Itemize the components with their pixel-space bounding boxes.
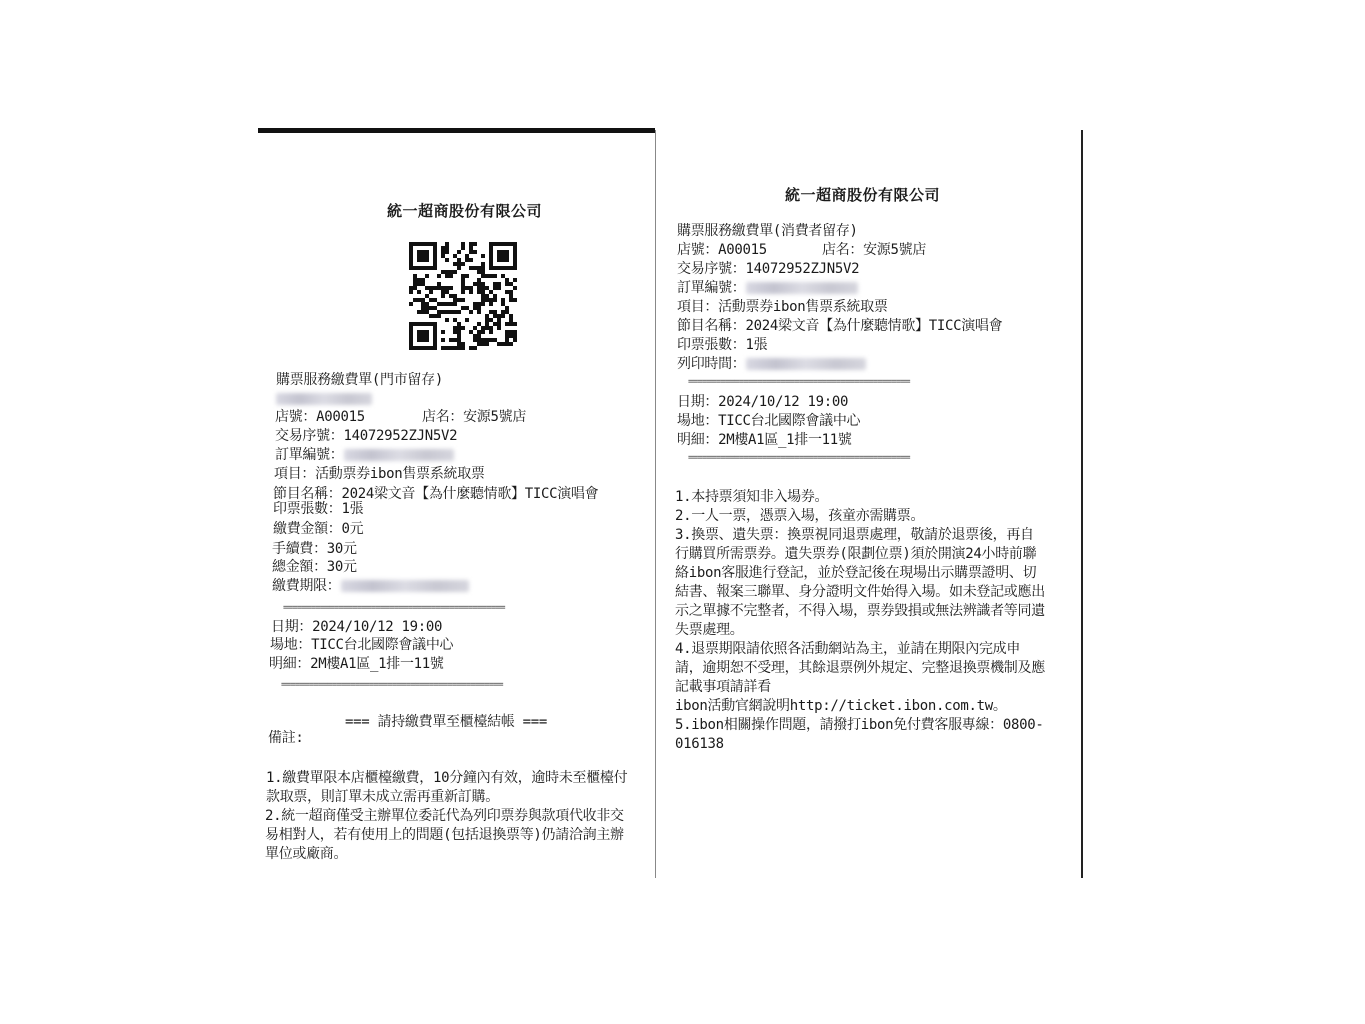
order-number: 訂單編號： <box>275 446 454 465</box>
qr-module <box>445 250 449 254</box>
total-amount: 總金額：30元 <box>272 559 357 575</box>
qr-module <box>453 338 457 342</box>
company-name: 統一超商股份有限公司 <box>387 202 543 220</box>
print-time: 列印時間： <box>677 355 866 374</box>
qr-module <box>433 306 437 310</box>
qr-module <box>457 330 461 334</box>
qr-module <box>485 322 489 326</box>
qr-module <box>497 326 501 330</box>
qr-module <box>469 330 473 334</box>
qr-module <box>489 274 493 278</box>
qr-module <box>513 330 517 334</box>
qr-module <box>489 310 493 314</box>
qr-module <box>457 266 461 270</box>
qr-module <box>433 298 437 302</box>
qr-module <box>437 274 441 278</box>
qr-module <box>481 298 485 302</box>
qr-module <box>501 274 505 278</box>
qr-module <box>473 346 477 350</box>
qr-module <box>453 326 457 330</box>
qr-module <box>481 294 485 298</box>
qr-module <box>453 270 457 274</box>
qr-module <box>481 282 485 286</box>
qr-module <box>481 302 485 306</box>
qr-module <box>493 322 497 326</box>
receipt-left-edge <box>655 130 656 878</box>
qr-module <box>481 338 485 342</box>
notice-4: 4.退票期限請依照各活動網站為主，並請在期限內完成申請，逾期恕不受理，其餘退票例外規定、完整退換票機制及應記載事項請詳看 ibon活動官網說明http://ticket.ibon.com.tw。 <box>675 641 1045 714</box>
qr-module <box>481 270 485 274</box>
event-venue: 場地：TICC台北國際會議中心 <box>677 413 861 429</box>
separator: ================================================ <box>688 453 910 463</box>
qr-module <box>481 290 485 294</box>
qr-module <box>457 338 461 342</box>
qr-module <box>441 254 445 258</box>
qr-module <box>473 250 477 254</box>
qr-module <box>493 338 497 342</box>
transaction-number: 交易序號：14072952ZJN5V2 <box>677 261 860 277</box>
qr-module <box>509 318 513 322</box>
qr-module <box>453 294 457 298</box>
qr-module <box>429 286 433 290</box>
qr-module <box>473 266 477 270</box>
qr-module <box>485 314 489 318</box>
qr-module <box>445 318 449 322</box>
qr-module <box>481 326 485 330</box>
qr-module <box>413 274 417 278</box>
qr-module <box>445 246 449 250</box>
qr-module <box>429 306 433 310</box>
qr-module <box>497 318 501 322</box>
qr-module <box>469 266 473 270</box>
qr-module <box>461 346 465 350</box>
qr-module <box>481 262 485 266</box>
qr-module <box>485 342 489 346</box>
qr-module <box>485 318 489 322</box>
qr-module <box>477 286 481 290</box>
checkout-instruction: === 請持繳費單至櫃檯結帳 === <box>345 714 548 730</box>
qr-module <box>493 274 497 278</box>
qr-module <box>421 306 425 310</box>
qr-module <box>437 286 441 290</box>
qr-finder <box>417 330 429 342</box>
qr-module <box>481 274 485 278</box>
qr-module <box>453 302 457 306</box>
qr-module <box>453 330 457 334</box>
qr-module <box>453 298 457 302</box>
qr-module <box>477 278 481 282</box>
notice-1: 1.本持票須知非入場券。 <box>675 489 829 505</box>
qr-module <box>433 314 437 318</box>
qr-finder <box>497 250 509 262</box>
qr-module <box>469 246 473 250</box>
qr-module <box>425 302 429 306</box>
qr-module <box>493 286 497 290</box>
qr-module <box>453 318 457 322</box>
qr-module <box>505 334 509 338</box>
qr-module <box>421 302 425 306</box>
qr-module <box>445 302 449 306</box>
qr-module <box>437 282 441 286</box>
qr-module <box>477 306 481 310</box>
qr-module <box>489 338 493 342</box>
receipt-right-edge <box>1081 130 1083 878</box>
qr-module <box>421 298 425 302</box>
qr-module <box>421 310 425 314</box>
qr-module <box>509 330 513 334</box>
qr-module <box>469 290 473 294</box>
qr-module <box>457 262 461 266</box>
qr-module <box>437 314 441 318</box>
qr-module <box>417 278 421 282</box>
payment-amount: 繳費金額：0元 <box>273 521 364 537</box>
qr-module <box>453 254 457 258</box>
qr-module <box>509 314 513 318</box>
qr-module <box>489 326 493 330</box>
event-date: 日期：2024/10/12 19:00 <box>271 619 443 635</box>
qr-module <box>473 282 477 286</box>
qr-module <box>453 346 457 350</box>
qr-module <box>421 282 425 286</box>
order-number: 訂單編號： <box>677 279 858 298</box>
receipt-title: 購票服務繳費單(消費者留存) <box>677 223 858 239</box>
qr-module <box>509 342 513 346</box>
qr-module <box>461 342 465 346</box>
qr-code <box>409 242 517 350</box>
qr-module <box>441 250 445 254</box>
qr-module <box>409 290 413 294</box>
qr-module <box>497 314 501 318</box>
qr-module <box>473 302 477 306</box>
qr-module <box>449 270 453 274</box>
qr-module <box>513 278 517 282</box>
qr-module <box>493 298 497 302</box>
qr-module <box>485 274 489 278</box>
qr-module <box>481 342 485 346</box>
qr-module <box>449 294 453 298</box>
qr-module <box>497 322 501 326</box>
ticket-count: 印票張數：1張 <box>677 337 768 353</box>
qr-module <box>509 290 513 294</box>
qr-module <box>477 338 481 342</box>
qr-module <box>493 282 497 286</box>
qr-module <box>489 302 493 306</box>
qr-module <box>441 270 445 274</box>
qr-module <box>505 322 509 326</box>
qr-module <box>513 298 517 302</box>
qr-module <box>461 246 465 250</box>
qr-module <box>469 286 473 290</box>
qr-module <box>513 286 517 290</box>
qr-module <box>409 286 413 290</box>
ticket-count: 印票張數：1張 <box>273 501 364 517</box>
qr-module <box>477 266 481 270</box>
qr-module <box>505 282 509 286</box>
qr-module <box>457 298 461 302</box>
qr-module <box>417 290 421 294</box>
qr-module <box>505 330 509 334</box>
qr-module <box>509 322 513 326</box>
qr-module <box>477 330 481 334</box>
qr-module <box>445 242 449 246</box>
qr-module <box>497 286 501 290</box>
company-name: 統一超商股份有限公司 <box>785 186 941 204</box>
remark-label: 備註: <box>268 730 304 746</box>
qr-module <box>429 298 433 302</box>
qr-module <box>501 298 505 302</box>
qr-module <box>505 342 509 346</box>
qr-module <box>425 294 429 298</box>
qr-module <box>457 326 461 330</box>
qr-module <box>469 250 473 254</box>
handling-fee: 手續費：30元 <box>272 541 357 557</box>
qr-module <box>481 266 485 270</box>
qr-module <box>505 338 509 342</box>
qr-module <box>477 290 481 294</box>
qr-module <box>457 258 461 262</box>
qr-module <box>493 310 497 314</box>
qr-module <box>417 298 421 302</box>
qr-module <box>449 346 453 350</box>
qr-module <box>461 326 465 330</box>
qr-module <box>441 246 445 250</box>
qr-module <box>461 290 465 294</box>
qr-module <box>449 286 453 290</box>
qr-module <box>465 254 469 258</box>
seat-detail: 明細：2M樓A1區_1排一11號 <box>677 432 852 448</box>
store-number: 店號：A00015 <box>275 409 365 425</box>
qr-module <box>485 298 489 302</box>
qr-module <box>509 294 513 298</box>
qr-module <box>501 314 505 318</box>
qr-module <box>441 338 445 342</box>
qr-module <box>457 342 461 346</box>
qr-module <box>417 282 421 286</box>
qr-module <box>501 342 505 346</box>
qr-module <box>417 310 421 314</box>
qr-module <box>449 274 453 278</box>
qr-module <box>441 330 445 334</box>
qr-module <box>449 338 453 342</box>
qr-module <box>509 298 513 302</box>
store-number: 店號：A00015 <box>677 242 767 258</box>
qr-module <box>437 310 441 314</box>
seat-detail: 明細：2M樓A1區_1排一11號 <box>269 656 444 672</box>
qr-module <box>445 258 449 262</box>
qr-module <box>461 262 465 266</box>
qr-module <box>513 322 517 326</box>
qr-module <box>445 346 449 350</box>
qr-module <box>461 286 465 290</box>
qr-module <box>509 334 513 338</box>
qr-module <box>485 286 489 290</box>
qr-module <box>441 290 445 294</box>
notice-2: 2.一人一票，憑票入場，孩童亦需購票。 <box>675 508 925 524</box>
qr-module <box>449 302 453 306</box>
qr-module <box>445 290 449 294</box>
qr-module <box>513 338 517 342</box>
qr-module <box>485 326 489 330</box>
qr-module <box>513 334 517 338</box>
qr-module <box>469 310 473 314</box>
qr-module <box>485 338 489 342</box>
qr-module <box>473 326 477 330</box>
qr-module <box>461 242 465 246</box>
qr-module <box>453 310 457 314</box>
qr-module <box>457 310 461 314</box>
qr-module <box>465 306 469 310</box>
qr-module <box>473 338 477 342</box>
qr-module <box>497 342 501 346</box>
store-name: 店名：安源5號店 <box>822 242 927 258</box>
qr-module <box>425 310 429 314</box>
qr-module <box>457 250 461 254</box>
qr-module <box>421 278 425 282</box>
qr-module <box>481 330 485 334</box>
qr-module <box>437 302 441 306</box>
qr-module <box>501 310 505 314</box>
qr-module <box>505 306 509 310</box>
qr-module <box>445 310 449 314</box>
qr-module <box>413 298 417 302</box>
qr-module <box>473 334 477 338</box>
qr-module <box>477 282 481 286</box>
qr-module <box>477 270 481 274</box>
notice-3: 3.換票、遺失票：換票視同退票處理，敬請於退票後，再自行購買所需票券。遺失票券(限劃位票)須於開演24小時前聯絡ibon客服進行登記，並於登記後在現場出示購票證明、切結書、報案三聯單、身分證明文件始得入場。如未登記或應出示之單據不完整者，不得入場，票券毀損或無法辨識者等同遺失票處理。 <box>675 527 1045 638</box>
qr-module <box>461 298 465 302</box>
qr-module <box>497 282 501 286</box>
qr-module <box>469 258 473 262</box>
event-venue: 場地：TICC台北國際會議中心 <box>270 637 454 653</box>
qr-module <box>409 302 413 306</box>
program-name: 節目名稱：2024梁文音【為什麼聽情歌】TICC演唱會 <box>677 318 1003 334</box>
qr-module <box>441 302 445 306</box>
qr-module <box>457 334 461 338</box>
qr-module <box>477 302 481 306</box>
transaction-number: 交易序號：14072952ZJN5V2 <box>275 428 458 444</box>
qr-module <box>441 310 445 314</box>
qr-finder <box>417 250 429 262</box>
qr-module <box>413 286 417 290</box>
qr-module <box>457 346 461 350</box>
item-line: 項目：活動票券ibon售票系統取票 <box>677 299 888 315</box>
receipt-top-edge <box>258 128 656 133</box>
item-line: 項目：活動票券ibon售票系統取票 <box>274 466 485 482</box>
separator: ================================================ <box>281 680 503 690</box>
qr-module <box>449 310 453 314</box>
qr-module <box>457 322 461 326</box>
qr-module <box>477 322 481 326</box>
qr-module <box>413 282 417 286</box>
qr-module <box>489 330 493 334</box>
qr-module <box>505 310 509 314</box>
qr-module <box>481 254 485 258</box>
redacted-datetime <box>276 390 372 409</box>
qr-module <box>461 274 465 278</box>
qr-module <box>509 282 513 286</box>
qr-module <box>441 346 445 350</box>
qr-module <box>445 286 449 290</box>
qr-module <box>469 242 473 246</box>
qr-module <box>429 290 433 294</box>
store-name: 店名：安源5號店 <box>422 409 527 425</box>
note-1: 1.繳費單限本店櫃檯繳費，10分鐘內有效，逾時未至櫃檯付款取票，則訂單未成立需再重新訂購。 <box>266 770 628 805</box>
qr-module <box>461 278 465 282</box>
qr-module <box>461 306 465 310</box>
qr-module <box>469 346 473 350</box>
qr-module <box>465 258 469 262</box>
qr-module <box>477 310 481 314</box>
qr-module <box>425 306 429 310</box>
qr-module <box>505 278 509 282</box>
qr-module <box>465 318 469 322</box>
qr-module <box>505 290 509 294</box>
separator: ================================================ <box>688 377 910 387</box>
qr-module <box>465 274 469 278</box>
qr-module <box>493 294 497 298</box>
event-date: 日期：2024/10/12 19:00 <box>677 394 849 410</box>
qr-module <box>473 306 477 310</box>
qr-module <box>433 286 437 290</box>
qr-module <box>461 282 465 286</box>
qr-module <box>473 242 477 246</box>
qr-module <box>489 298 493 302</box>
qr-module <box>493 314 497 318</box>
qr-module <box>489 290 493 294</box>
notice-5: 5.ibon相關操作問題，請撥打ibon免付費客服專線：0800-016138 <box>675 717 1044 752</box>
qr-module <box>501 302 505 306</box>
qr-module <box>441 286 445 290</box>
qr-module <box>425 286 429 290</box>
program-name: 節目名稱：2024梁文音【為什麼聽情歌】TICC演唱會 <box>273 486 599 502</box>
qr-module <box>485 294 489 298</box>
qr-module <box>425 274 429 278</box>
qr-module <box>481 286 485 290</box>
receipt-title: 購票服務繳費單(門市留存) <box>276 372 443 388</box>
qr-module <box>489 318 493 322</box>
qr-module <box>445 274 449 278</box>
qr-module <box>477 334 481 338</box>
qr-module <box>477 342 481 346</box>
qr-module <box>413 278 417 282</box>
payment-deadline: 繳費期限： <box>272 577 469 596</box>
qr-module <box>429 314 433 318</box>
qr-module <box>453 262 457 266</box>
note-2: 2.統一超商僅受主辦單位委託代為列印票券與款項代收非交易相對人，若有使用上的問題(包括退換票等)仍請洽詢主辦單位或廠商。 <box>265 808 624 862</box>
qr-module <box>445 270 449 274</box>
separator: ================================================ <box>283 603 505 613</box>
qr-module <box>441 294 445 298</box>
qr-module <box>465 286 469 290</box>
